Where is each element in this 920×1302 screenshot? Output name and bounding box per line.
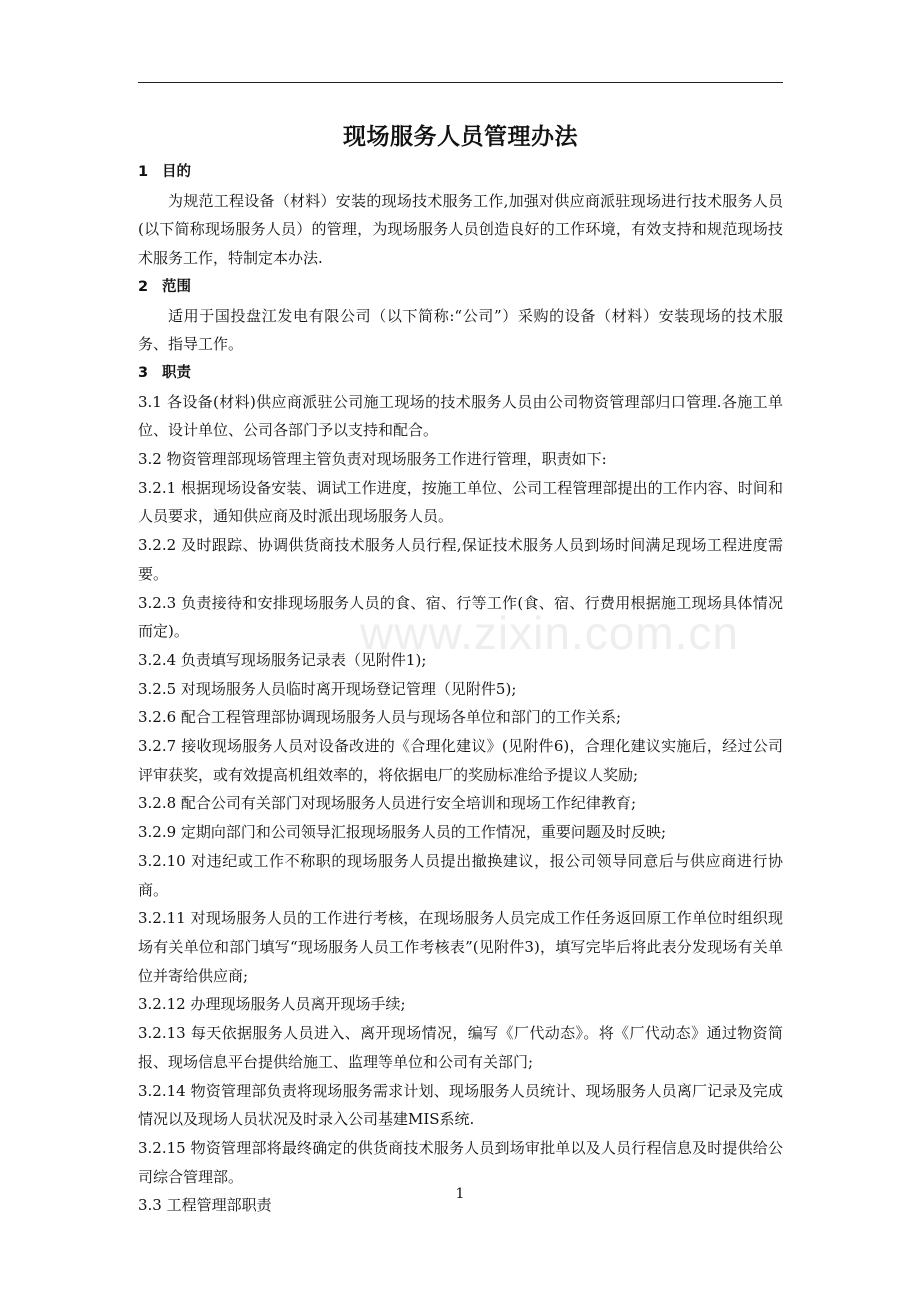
clause: 3.2.15 物资管理部将最终确定的供货商技术服务人员到场审批单以及人员行程信息及时提供给公司综合管理部。 — [138, 1138, 783, 1186]
section-number: 3 — [138, 364, 149, 381]
clause: 3.2.9 定期向部门和公司领导汇报现场服务人员的工作情况，重要问题及时反映; — [138, 823, 666, 842]
clause: 3.2.10 对违纪或工作不称职的现场服务人员提出撤换建议，报公司领导同意后与供应商进行协商。 — [138, 851, 783, 899]
clause: 3.2.5 对现场服务人员临时离开现场登记管理（见附件5); — [138, 679, 517, 698]
clause: 3.2.1 根据现场设备安装、调试工作进度，按施工单位、公司工程管理部提出的工作内容、时间和人员要求，通知供应商及时派出现场服务人员。 — [138, 478, 783, 526]
page-title: 现场服务人员管理办法 — [343, 124, 578, 150]
section-title: 职责 — [162, 364, 191, 381]
clause: 3.3 工程管理部职责 — [138, 1196, 272, 1215]
clause: 3.2.4 负责填写现场服务记录表（见附件1); — [138, 650, 427, 669]
clause: 3.2.12 办理现场服务人员离开现场手续; — [138, 995, 406, 1014]
section-heading — [138, 359, 783, 388]
section-heading — [138, 273, 783, 302]
page-number: 1 — [455, 1186, 465, 1202]
clause: 3.2.6 配合工程管理部协调现场服务人员与现场各单位和部门的工作关系; — [138, 708, 621, 727]
clause: 3.2 物资管理部现场管理主管负责对现场服务工作进行管理，职责如下: — [138, 450, 607, 469]
clause: 3.1 各设备(材料)供应商派驻公司施工现场的技术服务人员由公司物资管理部归口管理.各施工单位、设计单位、公司各部门予以支持和配合。 — [138, 392, 783, 440]
clause: 3.2.14 物资管理部负责将现场服务需求计划、现场服务人员统计、现场服务人员离厂记录及完成情况以及现场人员状况及时录入公司基建MIS系统. — [138, 1081, 783, 1129]
section-title: 目的 — [162, 164, 191, 180]
clause: 3.2.13 每天依据服务人员进入、离开现场情况，编写《厂代动态》。将《厂代动态》通过物资简报、现场信息平台提供给施工、监理等单位和公司有关部门; — [138, 1024, 783, 1071]
document-body — [138, 158, 783, 1220]
section-heading — [138, 158, 783, 187]
clause: 3.2.8 配合公司有关部门对现场服务人员进行安全培训和现场工作纪律教育; — [138, 794, 636, 813]
paragraph: 为规范工程设备（材料）安装的现场技术服务工作,加强对供应商派驻现场进行技术服务人员(以下简称现场服务人员）的管理，为现场服务人员创造良好的工作环境，有效支持和规范现场技术服务工作，特制定本办法. — [138, 191, 783, 268]
clause: 3.2.3 负责接待和安排现场服务人员的食、宿、行等工作(食、宿、行费用根据施工现场具体情况而定)。 — [138, 593, 783, 641]
watermark: www.zixin.com.cn — [360, 607, 739, 659]
paragraph: 适用于国投盘江发电有限公司（以下简称:“公司”）采购的设备（材料）安装现场的技术服务、指导工作。 — [138, 306, 783, 354]
section-number: 1 — [138, 164, 149, 180]
header-rule — [138, 82, 783, 83]
section-title: 范围 — [162, 278, 191, 295]
clause: 3.2.11 对现场服务人员的工作进行考核，在现场服务人员完成工作任务返回原工作单位时组织现场有关单位和部门填写“现场服务人员工作考核表”(见附件3)，填写完毕后将此表分发现场有关单位并寄给供应商; — [138, 909, 783, 985]
clause: 3.2.2 及时跟踪、协调供货商技术服务人员行程,保证技术服务人员到场时间满足现场工程进度需要。 — [138, 536, 783, 583]
section-number: 2 — [138, 278, 149, 295]
clause: 3.2.7 接收现场服务人员对设备改进的《合理化建议》(见附件6)，合理化建议实施后，经过公司评审获奖，或有效提高机组效率的，将依据电厂的奖励标准给予提议人奖励; — [138, 737, 783, 784]
